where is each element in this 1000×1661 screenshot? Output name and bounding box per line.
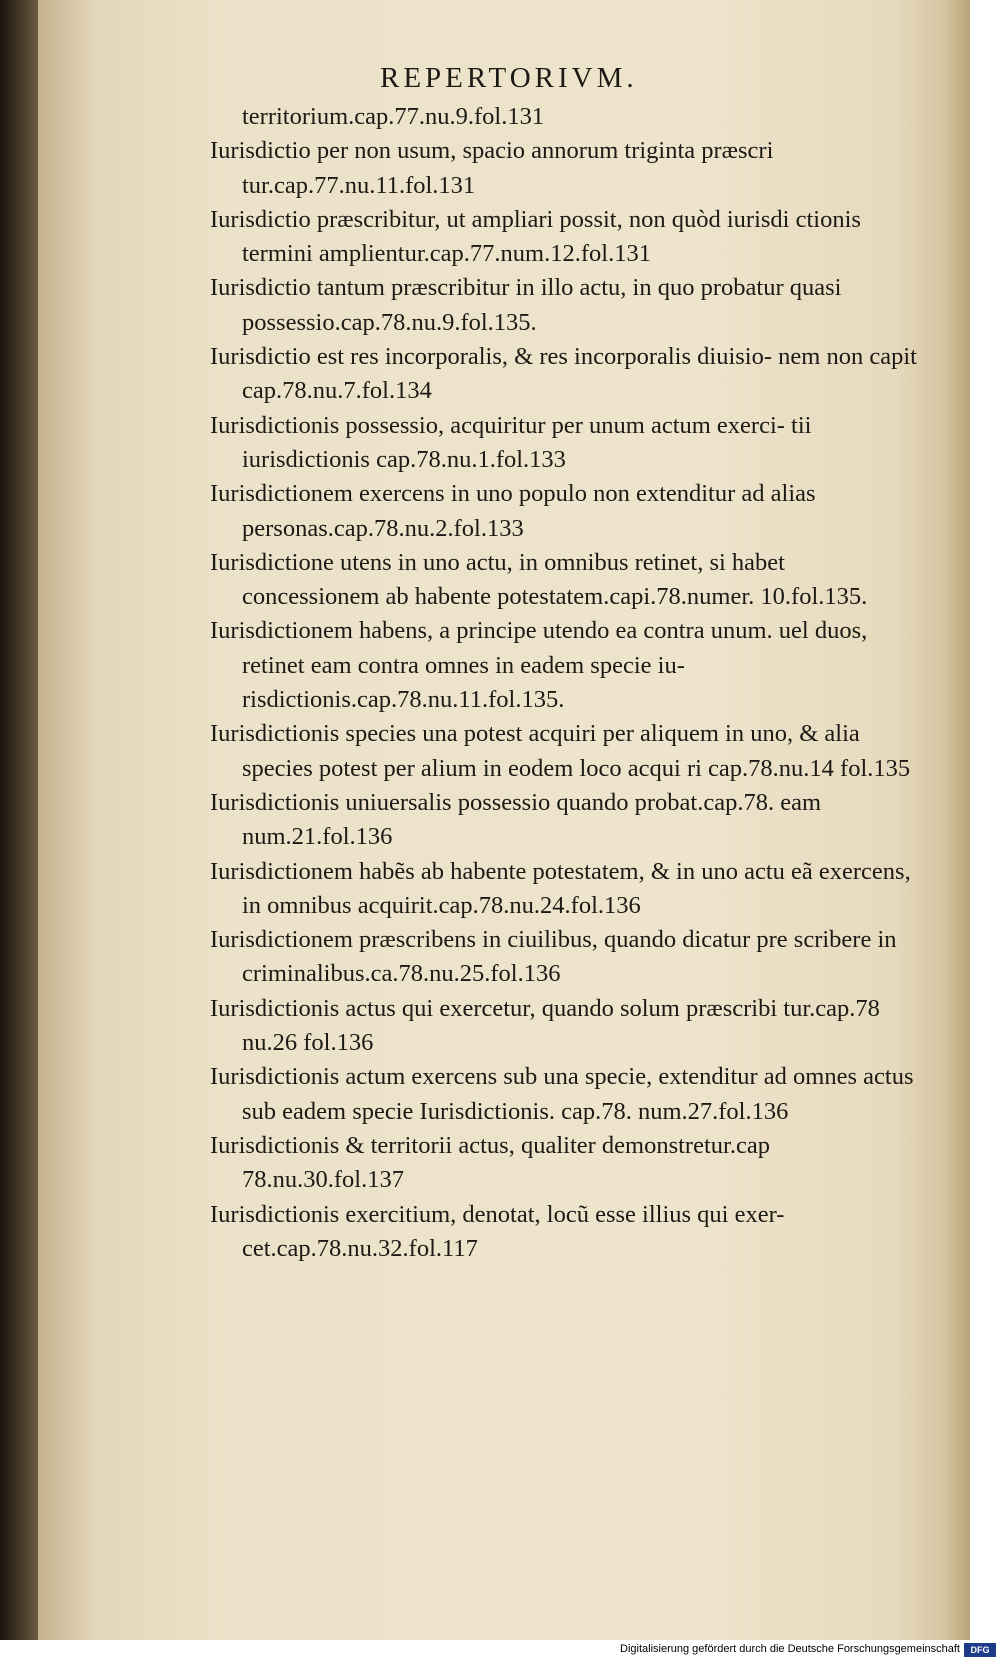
- page-edge-shadow: [940, 0, 970, 1640]
- index-entry: Iurisdictionis uniuersalis possessio quando probat.cap.78. eam num.21.fol.136: [210, 788, 822, 851]
- dfg-logo: DFG: [964, 1643, 996, 1657]
- index-entry: Iurisdictionem habens, a principe utendo ea contra unum. uel duos, retinet eam contra omnes in eadem specie iu- risdictionis.cap.78.nu.11.fol.135.: [210, 617, 868, 714]
- index-entry: Iurisdictio tantum præscribitur in illo actu, in quo probatur quasi possessio.cap.78.nu.9.fol.135.: [210, 274, 842, 336]
- index-entry: Iurisdictionem habẽs ab habente potestatem, & in uno actu eã exercens, in omnibus acquirit.cap.78.nu.24.fol.136: [210, 857, 911, 919]
- running-header: REPERTORIVM.: [380, 62, 638, 94]
- funding-credit: Digitalisierung gefördert durch die Deutsche Forschungsgemeinschaft: [620, 1643, 960, 1655]
- index-entry: Iurisdictionis & territorii actus, qualiter demonstretur.cap 78.nu.30.fol.137: [210, 1131, 770, 1194]
- index-entry: Iurisdictionis species una potest acquiri per aliquem in uno, & alia species potest per alium in eodem loco acqui ri cap.78.nu.14 fol.135: [210, 720, 911, 782]
- index-entry: territorium.cap.77.nu.9.fol.131: [242, 103, 545, 130]
- index-entry: Iurisdictionis possessio, acquiritur per unum actum exerci- tii iurisdictionis cap.78.nu.1.fol.133: [210, 411, 812, 473]
- index-entry: Iurisdictionis actum exercens sub una specie, extenditur ad omnes actus sub eadem specie Iurisdictionis. cap.78. num.27.fol.136: [210, 1063, 914, 1125]
- index-entries: [210, 100, 922, 1266]
- index-entry: Iurisdictionem præscribens in ciuilibus, quando dicatur pre scribere in criminalibus.ca.78.nu.25.fol.136: [210, 926, 897, 988]
- index-entry: Iurisdictio præscribitur, ut ampliari possit, non quòd iurisdi ctionis termini amplientur.cap.77.num.12.fol.131: [210, 205, 861, 268]
- index-entry: Iurisdictionis actus qui exercetur, quando solum præscribi tur.cap.78 nu.26 fol.136: [210, 994, 880, 1057]
- book-spine-edge: [0, 0, 38, 1640]
- index-entry: Iurisdictio est res incorporalis, & res incorporalis diuisio- nem non capit cap.78.nu.7.fol.134: [210, 343, 917, 405]
- digitization-footer: [0, 1640, 1000, 1661]
- index-entry: Iurisdictionis exercitium, denotat, locũ esse illius qui exer- cet.cap.78.nu.32.fol.117: [210, 1200, 785, 1262]
- index-entry: Iurisdictione utens in uno actu, in omnibus retinet, si habet concessionem ab habente potestatem.capi.78.numer. 10.fol.135.: [210, 548, 868, 611]
- index-entry: Iurisdictio per non usum, spacio annorum triginta præscri tur.cap.77.nu.11.fol.131: [210, 137, 774, 199]
- index-entry: Iurisdictionem exercens in uno populo non extenditur ad alias personas.cap.78.nu.2.fol.133: [210, 480, 816, 542]
